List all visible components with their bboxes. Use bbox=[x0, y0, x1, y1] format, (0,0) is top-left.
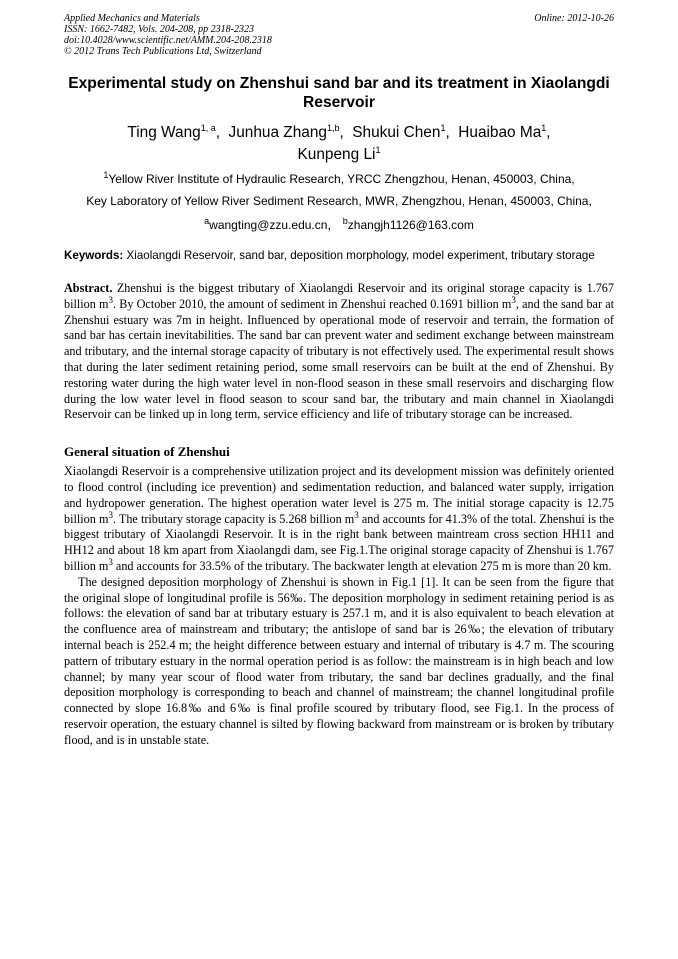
paragraph-text: and 6 bbox=[202, 701, 237, 716]
superscript-3: 3 bbox=[511, 294, 516, 305]
abstract-label: Abstract. bbox=[64, 281, 113, 295]
paragraph-text: The designed deposition morphology of Zhenshui is shown in Fig.1 [1]. It can be seen from the figure that the original slope of longitudinal profile is 56 bbox=[64, 574, 614, 605]
email-b: zhangjh1126@163.com bbox=[347, 218, 474, 232]
paragraph-text: is final profile scoured by tributary flood, see Fig.1. In the process of reservoir operation, the estuary channel is silted by flowing backward from mainstream or is broken by tributary flood, and is in unstable state. bbox=[64, 701, 615, 747]
journal-name: Applied Mechanics and Materials bbox=[64, 13, 200, 24]
journal-header-row bbox=[64, 13, 614, 24]
keywords-label: Keywords: bbox=[64, 249, 124, 262]
online-date: Online: 2012-10-26 bbox=[534, 13, 614, 24]
paragraph-2 bbox=[64, 575, 614, 749]
paper-title: Experimental study on Zhenshui sand bar and its treatment in Xiaolangdi Reservoir bbox=[68, 75, 610, 111]
abstract-block bbox=[64, 281, 614, 423]
keywords-text: Xiaolangdi Reservoir, sand bar, deposition morphology, model experiment, tributary storage bbox=[126, 249, 595, 262]
permille-symbol: ‰ bbox=[289, 590, 304, 605]
superscript-3: 3 bbox=[354, 509, 359, 520]
paragraph-text: . The deposition morphology in sediment retaining period is as follows: the elevation of sand bar at tributary estuary is 257.1 m, and it is also equivalent to beach elevation at the confluence area of mainstream and tributary; the antislope of sand bar is 26 bbox=[64, 590, 614, 637]
paragraph-text: ; the elevation of tributary internal beach is 252.4 m; the height difference between estuary and internal of tributary is 4.7 m. The scouring pattern of tributary estuary in the normal operation period is as follow: the mainstream is in high beach and low channel; by many year scour of flood water from tributary, the sand bar declines gradually, and the final deposition morphology is corresponding to beach and channel of mainstream; the channel longitudinal profile connected by slope 16.8 bbox=[64, 622, 615, 716]
affiliation-text: Yellow River Institute of Hydraulic Research, YRCC Zhengzhou, Henan, 450003, China, bbox=[108, 172, 575, 186]
email-line bbox=[64, 218, 614, 233]
email-a: wangting@zzu.edu.cn， bbox=[209, 218, 340, 232]
email-mark-b: b bbox=[342, 216, 348, 226]
doi-line: doi:10.4028/www.scientific.net/AMM.204-208.2318 bbox=[64, 35, 272, 46]
abstract-text-1: Zhenshui is the biggest tributary of Xiaolangdi Reservoir and its original storage capacity is 1.767 billion m bbox=[64, 281, 614, 311]
permille-symbol: ‰ bbox=[466, 622, 482, 637]
author-affiliation-mark: 1 bbox=[375, 144, 381, 155]
author-affiliation-mark: 1 bbox=[541, 122, 547, 133]
paragraph-text: . The tributary storage capacity is 5.268 billion m bbox=[112, 511, 355, 526]
affiliation-2: Key Laboratory of Yellow River Sediment Research, MWR, Zhengzhou, Henan, 450003, China, bbox=[86, 194, 592, 208]
email-mark-a: a bbox=[204, 216, 210, 226]
author-name: Kunpeng Li bbox=[297, 146, 376, 163]
author-affiliation-mark: 1, a bbox=[200, 122, 216, 133]
author-affiliation-mark: 1 bbox=[440, 122, 446, 133]
abstract-text-2: . By October 2010, the amount of sediment in Zhenshui reached 0.1691 billion m bbox=[112, 296, 512, 311]
author-list: Ting Wang$^{1, a}$, Junhua Zhang$^{1,b}$, Shukui Chen$^1$, Huaibao Ma$^1$, Kunpeng Li$^1$ bbox=[127, 122, 551, 163]
author-name: Huaibao Ma bbox=[458, 124, 542, 141]
keywords-block bbox=[64, 248, 614, 264]
author-name: Ting Wang bbox=[127, 124, 201, 141]
issn-line: ISSN: 1662-7482, Vols. 204-208, pp 2318-2323 bbox=[64, 24, 254, 35]
author-name: Shukui Chen bbox=[352, 124, 441, 141]
paragraph-text: Xiaolangdi Reservoir is a comprehensive utilization project and its development mission was definitely oriented to flood control (including ice prevention) and sedimentation reduction, and balanced water supply, irrigation and hydropower generation. The highest operation water level is 275 m. The initial storage capacity is 12.75 billion m bbox=[64, 464, 614, 526]
section-heading: General situation of Zhenshui bbox=[64, 444, 230, 460]
abstract-text-3: , and the sand bar at Zhenshui estuary was 7m in height. Influenced by operational mode of reservoir and terrain, the formation of sand bar has certain inevitabilities. The sand bar can prevent water and sediment exchange between mainstream and tributary, and the internal storage capacity of tributary is not effectively used. The experimental result shows that during the later sediment retaining period, some small reservoirs can be built at the end of Zhenshui. By restoring water during the high water level in non-flood season in these small reservoirs and discharging flow during the low water level in flood season to scour sand bar, the tributary and main channel in Xiaolangdi Reservoir can be linked up in long term, service efficiency and life of tributary storage can be increased. bbox=[64, 296, 614, 422]
superscript-3: 3 bbox=[108, 556, 113, 567]
paragraph-text: and accounts for 41.3% of the total. Zhenshui is the biggest tributary of Xiaolangdi Reservoir. It is in the right bank between maintream cross section HH11 and HH12 and about 18 km apart from Xiaolangdi dam, see Fig.1.The original storage capacity of Zhenshui is 1.767 billion m bbox=[64, 511, 614, 573]
paper-page bbox=[64, 13, 614, 749]
permille-symbol: ‰ bbox=[236, 701, 252, 716]
affiliation-mark: 1 bbox=[103, 170, 109, 180]
copyright-line: © 2012 Trans Tech Publications Ltd, Switzerland bbox=[64, 46, 262, 57]
superscript-3: 3 bbox=[108, 509, 113, 520]
paragraph-1 bbox=[64, 464, 614, 575]
superscript-3: 3 bbox=[108, 294, 113, 305]
permille-symbol: ‰ bbox=[187, 701, 203, 716]
paragraph-text: and accounts for 33.5% of the tributary. The backwater length at elevation 275 m is more than 20 km. bbox=[112, 558, 612, 573]
author-name: Junhua Zhang bbox=[228, 124, 327, 141]
affiliation-1 bbox=[64, 172, 614, 187]
author-affiliation-mark: 1,b bbox=[326, 122, 340, 133]
